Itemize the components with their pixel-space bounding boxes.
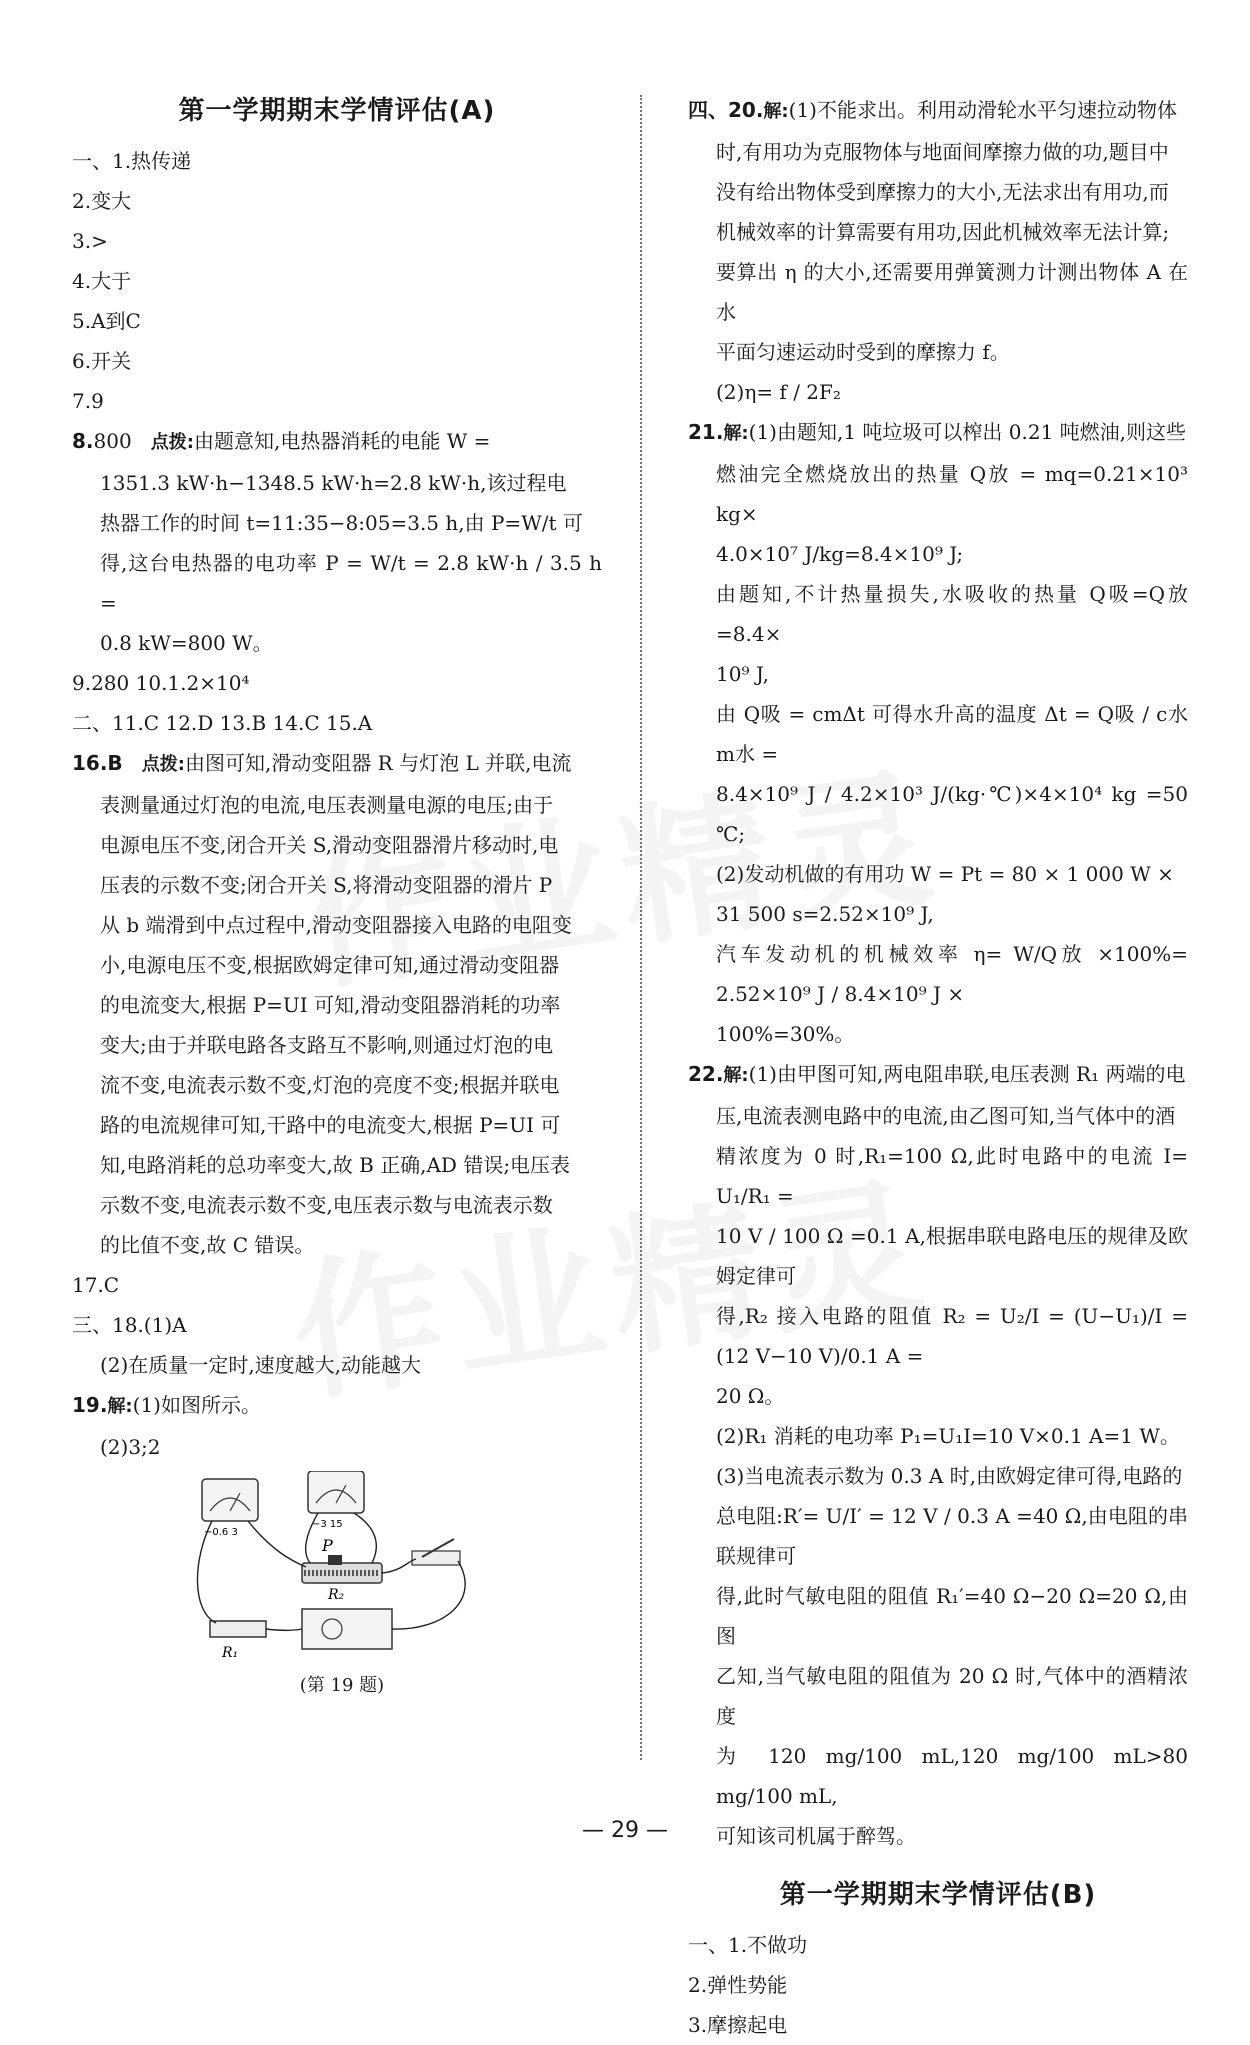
solution-line: 可知该司机属于醉驾。 [716, 1824, 916, 1848]
question-number: 19. [72, 1393, 108, 1417]
solution-line: 路的电流规律可知,干路中的电流变大,根据 P=UI 可 [100, 1113, 561, 1137]
answer-line: 3.> [72, 229, 108, 253]
answer-line: 17.C [72, 1273, 120, 1297]
solution-line: 要算出 η 的大小,还需要用弹簧测力计测出物体 A 在水 [716, 260, 1188, 324]
solution-line: (1)由题知,1 吨垃圾可以榨出 0.21 吨燃油,则这些 [748, 420, 1187, 444]
resistor-icon [210, 1621, 266, 1637]
solution-label: 解: [107, 1396, 133, 1417]
solution-line: (2)η= f / 2F₂ [716, 380, 841, 404]
answer-line: 二、11.C 12.D 13.B 14.C 15.A [72, 711, 373, 735]
solution-line: 由题意知,电热器消耗的电能 W = [193, 429, 491, 453]
solution-line: 得,此时气敏电阻的阻值 R₁′=40 Ω−20 Ω=20 Ω,由图 [716, 1584, 1188, 1648]
answer-line: 6.开关 [72, 349, 132, 373]
right-column [688, 90, 1188, 2045]
page-number-value: 29 [611, 1818, 639, 1843]
solution-line: 得,R₂ 接入电路的阻值 R₂ = U₂/I = (U−U₁)/I = (12 V−10 V)/0.1 A = [716, 1304, 1188, 1368]
solution-label: 解: [723, 1065, 749, 1086]
voltmeter-scale: −3 15 [312, 1519, 343, 1530]
solution-line: 乙知,当气敏电阻的阻值为 20 Ω 时,气体中的酒精浓度 [716, 1664, 1188, 1728]
question-number: 22. [688, 1062, 724, 1086]
circuit-figure [182, 1471, 502, 1671]
question-19 [72, 1385, 602, 1427]
figure-caption: (第 19 题) [299, 1675, 385, 1696]
solution-line: 汽车发动机的机械效率 η= W/Q放 ×100%= 2.52×10⁹ J / 8.4×10⁹ J × [716, 942, 1188, 1006]
solution-line: 10⁹ J, [716, 662, 770, 686]
solution-line: 压,电流表测电路中的电流,由乙图可知,当气体中的酒 [716, 1104, 1176, 1128]
solution-line: 电源电压不变,闭合开关 S,滑动变阻器滑片移动时,电 [100, 833, 559, 857]
solution-line: 精浓度为 0 时,R₁=100 Ω,此时电路中的电流 I= U₁/R₁ = [716, 1144, 1188, 1208]
answer-line: 三、18.(1)A [72, 1313, 187, 1337]
solution-line: 0.8 kW=800 W。 [100, 631, 273, 655]
answer-line: 7.9 [72, 389, 104, 413]
answer-line: 3.摩擦起电 [688, 2013, 788, 2037]
solution-line: 总电阻:R′= U/I′ = 12 V / 0.3 A =40 Ω,由电阻的串联规律可 [716, 1504, 1188, 1568]
solution-line: 小,电源电压不变,根据欧姆定律可知,通过滑动变阻器 [100, 953, 560, 977]
label-r2: R₂ [328, 1587, 345, 1603]
solution-line: 没有给出物体受到摩擦力的大小,无法求出有用功,而 [716, 180, 1169, 204]
voltmeter-icon [308, 1471, 364, 1513]
ammeter-icon [202, 1479, 258, 1521]
solution-line: 得,这台电热器的电功率 P = W/t = 2.8 kW·h / 3.5 h = [100, 551, 602, 615]
answer-line: 9.280 10.1.2×10⁴ [72, 671, 250, 695]
question-number: 21. [688, 420, 724, 444]
solution-label: 解: [763, 101, 789, 122]
solution-line: 平面匀速运动时受到的摩擦力 f。 [716, 340, 1010, 364]
left-column [72, 90, 602, 1701]
solution-line: 4.0×10⁷ J/kg=8.4×10⁹ J; [716, 542, 964, 566]
solution-line: 变大;由于并联电路各支路互不影响,则通过灯泡的电 [100, 1033, 554, 1057]
question-16 [72, 743, 602, 785]
solution-line: (1)如图所示。 [132, 1393, 261, 1417]
answer-line: 5.A到C [72, 309, 141, 333]
solution-line: 燃油完全燃烧放出的热量 Q放 = mq=0.21×10³ kg× [716, 462, 1188, 526]
answer: 800 [93, 429, 132, 453]
solution-line: 1351.3 kW·h−1348.5 kW·h=2.8 kW·h,该过程电 [100, 471, 567, 495]
label-p: P [322, 1536, 333, 1555]
solution-line: (1)由甲图可知,两电阻串联,电压表测 R₁ 两端的电 [748, 1062, 1186, 1086]
column-divider [640, 95, 642, 1760]
section-title-a: 第一学期期末学情评估(A) [178, 96, 496, 126]
question-21 [688, 412, 1188, 454]
solution-line: 8.4×10⁹ J / 4.2×10³ J/(kg·℃)×4×10⁴ kg =50 ℃; [716, 782, 1188, 846]
solution-line: 流不变,电流表示数不变,灯泡的亮度不变;根据并联电 [100, 1073, 560, 1097]
answer-line: (2)在质量一定时,速度越大,动能越大 [100, 1353, 422, 1377]
solution-line: 的电流变大,根据 P=UI 可知,滑动变阻器消耗的功率 [100, 993, 561, 1017]
solution-line: 知,电路消耗的总功率变大,故 B 正确,AD 错误;电压表 [100, 1153, 571, 1177]
question-number: 16.B [72, 751, 123, 775]
solution-line: (3)当电流表示数为 0.3 A 时,由欧姆定律可得,电路的 [716, 1464, 1183, 1488]
solution-label: 解: [723, 423, 749, 444]
solution-line: 10 V / 100 Ω =0.1 A,根据串联电路电压的规律及欧姆定律可 [716, 1224, 1188, 1288]
answer-line: 4.大于 [72, 269, 132, 293]
solution-line: 压表的示数不变;闭合开关 S,将滑动变阻器的滑片 P [100, 873, 553, 897]
circuit-diagram [182, 1471, 502, 1671]
solution-line: 时,有用功为克服物体与地面间摩擦力做的功,题目中 [716, 140, 1169, 164]
solution-line: 100%=30%。 [716, 1022, 855, 1046]
solution-line: 由 Q吸 = cmΔt 可得水升高的温度 Δt = Q吸 / c水 m水 = [716, 702, 1188, 766]
solution-line: 由图可知,滑动变阻器 R 与灯泡 L 并联,电流 [184, 751, 572, 775]
solution-line: 表测量通过灯泡的电流,电压表测量电源的电压;由于 [100, 793, 554, 817]
solution-line: 从 b 端滑到中点过程中,滑动变阻器接入电路的电阻变 [100, 913, 572, 937]
answer-line: 一、1.热传递 [72, 149, 192, 173]
answer-line: (2)3;2 [100, 1435, 161, 1459]
battery-icon [302, 1609, 392, 1649]
solution-line: 为 120 mg/100 mL,120 mg/100 mL>80 mg/100 mL, [716, 1744, 1188, 1808]
solution-line: 由题知,不计热量损失,水吸收的热量 Q吸=Q放=8.4× [716, 582, 1188, 646]
solution-line: 20 Ω。 [716, 1384, 785, 1408]
label-r1: R₁ [222, 1645, 239, 1661]
solution-line: 31 500 s=2.52×10⁹ J, [716, 902, 934, 926]
question-8 [72, 421, 602, 463]
ammeter-scale: −0.6 3 [204, 1527, 238, 1538]
question-22 [688, 1054, 1188, 1096]
solution-line: 热器工作的时间 t=11:35−8:05=3.5 h,由 P=W/t 可 [100, 511, 583, 535]
switch-icon [412, 1551, 460, 1565]
answer-line: 2.变大 [72, 189, 132, 213]
page-number: — 29 — [582, 1818, 668, 1843]
solution-line: 示数不变,电流表示数不变,电压表示数与电流表示数 [100, 1193, 553, 1217]
question-number: 四、20. [688, 98, 764, 122]
hint-label: 点拨: [141, 754, 185, 775]
answer-line: 2.弹性势能 [688, 1973, 788, 1997]
solution-line: (1)不能求出。利用动滑轮水平匀速拉动物体 [788, 98, 1177, 122]
question-20 [688, 90, 1188, 132]
section-title-b: 第一学期期末学情评估(B) [779, 1880, 1097, 1910]
solution-line: 机械效率的计算需要有用功,因此机械效率无法计算; [716, 220, 1170, 244]
hint-label: 点拨: [150, 432, 194, 453]
question-number: 8. [72, 429, 94, 453]
solution-line: (2)R₁ 消耗的电功率 P₁=U₁I=10 V×0.1 A=1 W。 [716, 1424, 1180, 1448]
solution-line: (2)发动机做的有用功 W = Pt = 80 × 1 000 W × [716, 862, 1174, 886]
answer-line: 一、1.不做功 [688, 1933, 808, 1957]
solution-line: 的比值不变,故 C 错误。 [100, 1233, 315, 1257]
